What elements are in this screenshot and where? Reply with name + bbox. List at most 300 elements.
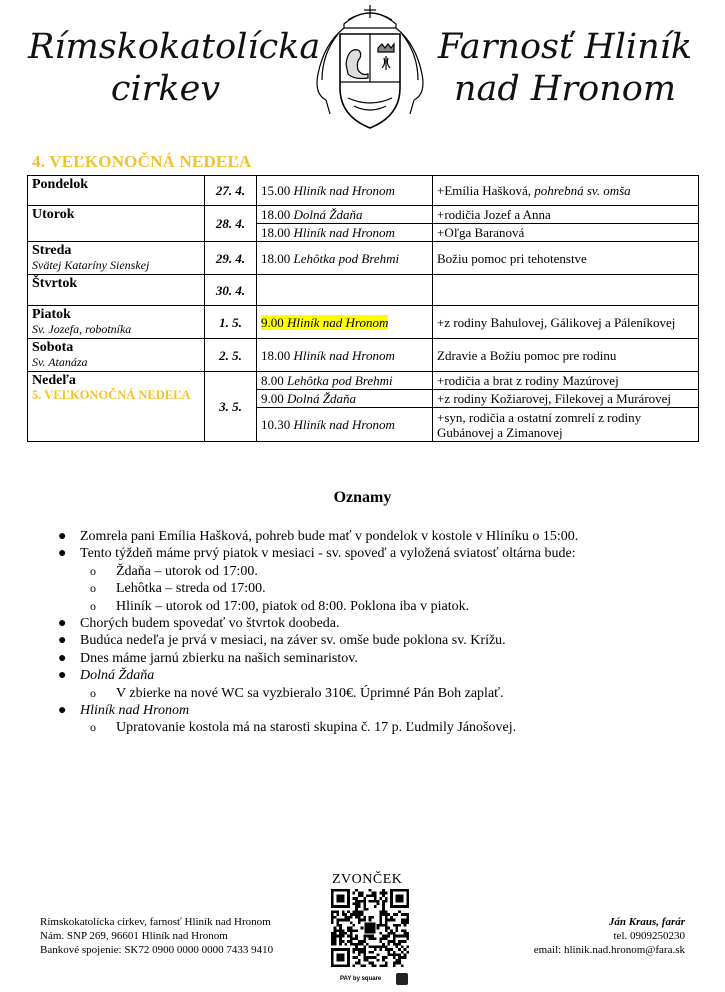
qr-module: [393, 937, 396, 940]
date-cell: 3. 5.: [205, 372, 257, 442]
time-place-cell: [257, 224, 433, 242]
qr-module: [387, 919, 390, 922]
qr-module: [347, 940, 350, 943]
qr-module: [387, 951, 390, 954]
announcements-list: [58, 528, 578, 737]
qr-module: [385, 948, 388, 951]
qr-module: [385, 911, 388, 914]
date-cell: 29. 4.: [205, 242, 257, 275]
qr-module: [336, 954, 344, 962]
qr-module: [396, 962, 399, 965]
qr-module: [350, 927, 353, 930]
intention-cell: [433, 275, 699, 306]
qr-module: [355, 889, 358, 892]
qr-module: [339, 937, 342, 940]
qr-module: [331, 921, 334, 924]
day-cell: [28, 275, 205, 306]
qr-module: [371, 935, 374, 938]
qr-module: [385, 900, 388, 903]
qr-module: [377, 900, 380, 903]
qr-module: [358, 905, 361, 908]
qr-module: [371, 956, 374, 959]
qr-module: [334, 937, 337, 940]
qr-module: [393, 956, 396, 959]
qr-module: [339, 919, 342, 922]
time-place: [261, 225, 395, 240]
sub-bullet-icon: o: [90, 598, 96, 613]
qr-module: [374, 948, 377, 951]
qr-module: [353, 902, 356, 905]
qr-module: [344, 932, 347, 935]
qr-module: [377, 927, 380, 930]
qr-module: [331, 913, 334, 916]
qr-module: [393, 940, 396, 943]
qr-module: [382, 894, 385, 897]
qr-module: [369, 951, 372, 954]
qr-module: [366, 956, 369, 959]
qr-module: [387, 932, 390, 935]
qr-module: [382, 943, 385, 946]
mass-place: Hliník nad Hronom: [293, 347, 395, 363]
bullet-icon: ●: [58, 633, 67, 649]
qr-module: [385, 929, 388, 932]
mass-place: Hliník nad Hronom: [293, 225, 395, 240]
intention-text: Božiu pomoc pri tehotenstve: [437, 250, 587, 266]
mass-time: 18.00: [261, 207, 291, 222]
qr-module: [363, 916, 366, 919]
qr-module: [363, 919, 366, 922]
qr-module: [379, 948, 382, 951]
qr-module: [390, 929, 393, 932]
qr-module: [358, 902, 361, 905]
day-cell: [28, 339, 205, 372]
qr-module: [350, 943, 353, 946]
qr-code-icon[interactable]: [331, 889, 409, 967]
announcement-item: [58, 528, 578, 545]
qr-module: [355, 911, 358, 914]
announcements-title: Oznamy: [333, 489, 392, 506]
qr-module: [347, 935, 350, 938]
qr-module: [358, 921, 361, 924]
intention-text: +syn, rodičia a ostatní zomrelí z rodiny Gubánovej a Zimanovej: [437, 409, 642, 440]
qr-module: [361, 911, 364, 914]
qr-module: [369, 900, 372, 903]
qr-module: [398, 948, 401, 951]
qr-module: [358, 919, 361, 922]
qr-module: [396, 954, 399, 957]
qr-module: [406, 921, 409, 924]
qr-module: [385, 919, 388, 922]
qr-module: [366, 943, 369, 946]
time-place-cell: [257, 408, 433, 442]
qr-module: [355, 929, 358, 932]
week-title: 4. VEĽKONOČNÁ NEDEĽA: [32, 152, 252, 171]
qr-module: [350, 937, 353, 940]
time-place-cell: [257, 390, 433, 408]
footer-contact: [534, 915, 685, 957]
footer-parish-name: Rímskokatolícka cirkev, farnosť Hliník nad Hronom: [40, 916, 271, 928]
qr-module: [363, 951, 366, 954]
day-cell: [28, 306, 205, 339]
announcement-item: [58, 702, 578, 719]
qr-module: [339, 924, 342, 927]
qr-module: [358, 959, 361, 962]
header-right-title: [430, 26, 700, 110]
qr-module: [382, 892, 385, 895]
qr-module: [355, 905, 358, 908]
announcement-item: [58, 650, 578, 667]
time-place-cell: [257, 206, 433, 224]
qr-module: [385, 916, 388, 919]
qr-module: [393, 924, 396, 927]
qr-module: [361, 919, 364, 922]
qr-module: [336, 924, 339, 927]
qr-module: [374, 897, 377, 900]
qr-module: [363, 956, 366, 959]
qr-module: [387, 940, 390, 943]
qr-module: [363, 945, 366, 948]
day-saint: Sv. Atanáza: [32, 355, 88, 369]
qr-module: [334, 927, 337, 930]
qr-module: [385, 935, 388, 938]
announcement-item: [58, 685, 578, 702]
qr-module: [385, 921, 388, 924]
qr-module: [361, 927, 364, 930]
mass-place: Dolná Ždaňa: [287, 391, 356, 406]
qr-module: [353, 937, 356, 940]
qr-module: [398, 940, 401, 943]
schedule-row: [28, 242, 699, 275]
qr-module: [355, 943, 358, 946]
qr-module: [385, 945, 388, 948]
day-cell: [28, 176, 205, 206]
qr-module: [336, 911, 339, 914]
qr-module: [350, 932, 353, 935]
bullet-icon: ●: [58, 650, 67, 666]
qr-module: [387, 927, 390, 930]
qr-module: [393, 943, 396, 946]
time-place: [261, 391, 356, 406]
qr-module: [406, 913, 409, 916]
qr-module: [334, 929, 337, 932]
mass-time: 9.00: [261, 391, 284, 406]
qr-module: [374, 956, 377, 959]
qr-module: [406, 937, 409, 940]
qr-module: [406, 951, 409, 954]
qr-module: [334, 935, 337, 938]
qr-module: [336, 894, 344, 902]
qr-module: [379, 892, 382, 895]
qr-module: [353, 924, 356, 927]
qr-module: [379, 897, 382, 900]
qr-module: [347, 919, 350, 922]
qr-module: [393, 954, 396, 957]
qr-module: [358, 911, 361, 914]
bullet-icon: ●: [58, 668, 67, 684]
qr-module: [390, 919, 393, 922]
qr-module: [353, 956, 356, 959]
schedule-row: [28, 306, 699, 339]
qr-module: [396, 894, 404, 902]
mass-time: 18.00: [261, 250, 291, 266]
qr-module: [401, 945, 404, 948]
qr-module: [355, 897, 358, 900]
header-right-line2: nad Hronom: [453, 69, 677, 109]
qr-module: [336, 913, 339, 916]
qr-module: [350, 916, 353, 919]
qr-module: [361, 951, 364, 954]
qr-module: [331, 911, 334, 914]
qr-module: [353, 897, 356, 900]
intention-cell: [433, 242, 699, 275]
qr-module: [371, 900, 374, 903]
qr-module: [401, 935, 404, 938]
qr-module: [363, 937, 366, 940]
qr-module: [355, 945, 358, 948]
qr-module: [369, 945, 372, 948]
qr-module: [344, 916, 347, 919]
schedule-row: [28, 176, 699, 206]
date-cell: 1. 5.: [205, 306, 257, 339]
qr-module: [353, 951, 356, 954]
qr-module: [363, 954, 366, 957]
qr-module: [385, 937, 388, 940]
qr-module: [404, 921, 407, 924]
qr-module: [404, 919, 407, 922]
qr-module: [396, 943, 399, 946]
qr-module: [382, 908, 385, 911]
qr-module: [358, 940, 361, 943]
qr-module: [361, 943, 364, 946]
qr-module: [379, 940, 382, 943]
qr-module: [401, 919, 404, 922]
mass-place: Lehôtka pod Brehmi: [287, 373, 393, 388]
day-cell: [28, 206, 205, 242]
qr-module: [371, 894, 374, 897]
intention-cell: [433, 408, 699, 442]
qr-module: [331, 919, 334, 922]
announcement-text: Lehôtka – streda od 17:00.: [116, 581, 266, 597]
qr-module: [334, 943, 337, 946]
qr-module: [379, 919, 382, 922]
qr-module: [355, 913, 358, 916]
qr-module: [382, 964, 385, 967]
qr-module: [398, 911, 401, 914]
qr-module: [336, 919, 339, 922]
qr-module: [363, 964, 366, 967]
qr-module: [361, 940, 364, 943]
qr-module: [369, 919, 372, 922]
time-place: [261, 417, 395, 432]
qr-module: [353, 964, 356, 967]
time-place-cell: [257, 275, 433, 306]
qr-module: [396, 935, 399, 938]
qr-module: [365, 923, 376, 934]
qr-module: [358, 894, 361, 897]
qr-module: [406, 916, 409, 919]
qr-module: [385, 897, 388, 900]
header-left-line2: cirkev: [110, 69, 221, 109]
time-place: [261, 251, 399, 266]
qr-module: [353, 913, 356, 916]
qr-module: [396, 913, 399, 916]
intention-cell: [433, 176, 699, 206]
qr-module: [393, 962, 396, 965]
qr-module: [331, 932, 334, 935]
pay-by-square-icon: [396, 973, 408, 985]
qr-module: [363, 940, 366, 943]
qr-module: [366, 908, 369, 911]
qr-module: [398, 962, 401, 965]
qr-module: [358, 900, 361, 903]
qr-module: [358, 913, 361, 916]
footer-bank: Bankové spojenie: SK72 0900 0000 0000 7433 9410: [40, 944, 274, 956]
intention-text: +z rodiny Bahulovej, Gálikovej a Páleníkovej: [437, 314, 676, 330]
announcement-text: Zomrela pani Emília Hašková, pohreb bude mať v pondelok v kostole v Hliníku o 15:00.: [80, 529, 579, 544]
mass-time: 8.00: [261, 373, 284, 388]
qr-module: [404, 924, 407, 927]
time-place-cell: [257, 339, 433, 372]
qr-module: [369, 962, 372, 965]
qr-module: [385, 892, 388, 895]
qr-module: [387, 948, 390, 951]
qr-module: [401, 913, 404, 916]
qr-module: [355, 900, 358, 903]
footer-email[interactable]: email: hlinik.nad.hronom@fara.sk: [533, 944, 685, 956]
qr-module: [385, 927, 388, 930]
qr-module: [379, 964, 382, 967]
announcement-text: Hliník nad Hronom: [80, 703, 190, 719]
intention-text: +rodičia a brat z rodiny Mazúrovej: [437, 373, 619, 388]
qr-module: [379, 921, 382, 924]
qr-module: [350, 929, 353, 932]
qr-module: [347, 911, 350, 914]
qr-module: [406, 935, 409, 938]
day-name: Pondelok: [32, 177, 89, 192]
qr-module: [401, 940, 404, 943]
qr-module: [339, 935, 342, 938]
bullet-icon: ●: [58, 616, 67, 632]
qr-module: [366, 935, 369, 938]
date-cell: 28. 4.: [205, 206, 257, 242]
qr-module: [404, 935, 407, 938]
qr-module: [339, 940, 342, 943]
intention-text: Zdravie a Božiu pomoc pre rodinu: [437, 347, 617, 363]
time-place-cell: [257, 176, 433, 206]
mass-time: 18.00: [261, 347, 291, 363]
qr-module: [331, 943, 334, 946]
qr-module: [339, 932, 342, 935]
mass-place: Lehôtka pod Brehmi: [293, 250, 400, 266]
qr-module: [396, 959, 399, 962]
day-name: Streda: [32, 243, 72, 258]
qr-module: [334, 911, 337, 914]
qr-module: [398, 959, 401, 962]
qr-module: [371, 937, 374, 940]
intention-text: +rodičia Jozef a Anna: [437, 207, 551, 222]
qr-module: [350, 921, 353, 924]
qr-module: [401, 951, 404, 954]
intention-cell: [433, 306, 699, 339]
qr-module: [342, 932, 345, 935]
announcement-text: Tento týždeň máme prvý piatok v mesiaci - sv. spoveď a vyložená sviatosť oltárna bude:: [80, 546, 576, 562]
qr-module: [369, 889, 372, 892]
qr-module: [398, 935, 401, 938]
qr-module: [355, 956, 358, 959]
qr-module: [398, 943, 401, 946]
header-left-title: [28, 26, 321, 110]
footer-priest-name: Ján Kraus, farár: [608, 916, 685, 928]
qr-module: [374, 894, 377, 897]
qr-module: [355, 916, 358, 919]
qr-module: [347, 916, 350, 919]
qr-module: [355, 908, 358, 911]
qr-module: [342, 940, 345, 943]
qr-module: [401, 921, 404, 924]
announcement-item: [58, 719, 578, 736]
qr-module: [379, 932, 382, 935]
qr-module: [353, 948, 356, 951]
qr-module: [385, 964, 388, 967]
qr-module: [363, 897, 366, 900]
qr-module: [369, 916, 372, 919]
qr-module: [382, 945, 385, 948]
intention-cell: [433, 206, 699, 224]
qr-module: [393, 919, 396, 922]
announcement-text: Dnes máme jarnú zbierku na našich seminaristov.: [80, 650, 358, 666]
announcement-item: [58, 545, 578, 562]
date-cell: 2. 5.: [205, 339, 257, 372]
qr-module: [404, 948, 407, 951]
mass-place: Dolná Ždaňa: [293, 207, 363, 222]
qr-module: [331, 937, 334, 940]
qr-module: [387, 943, 390, 946]
qr-module: [379, 937, 382, 940]
intention-cell: [433, 390, 699, 408]
intention-text: +Emília Hašková,: [437, 183, 535, 198]
qr-module: [385, 956, 388, 959]
qr-module: [371, 945, 374, 948]
coat-of-arms-icon: [304, 4, 436, 132]
announcement-text: Budúca nedeľa je prvá v mesiaci, na záver sv. omše bude poklona sv. Krížu.: [80, 633, 506, 649]
intention-text: +Oľga Baranová: [437, 225, 525, 240]
qr-module: [382, 905, 385, 908]
qr-module: [406, 919, 409, 922]
qr-module: [385, 962, 388, 965]
qr-module: [379, 924, 382, 927]
qr-module: [398, 954, 401, 957]
qr-module: [355, 937, 358, 940]
date-cell: 30. 4.: [205, 275, 257, 306]
qr-module: [374, 937, 377, 940]
qr-module: [358, 962, 361, 965]
announcement-item: [58, 563, 578, 580]
qr-module: [361, 894, 364, 897]
qr-module: [358, 951, 361, 954]
mass-place: Hliník nad Hronom: [293, 183, 395, 198]
announcement-text: Dolná Ždaňa: [80, 668, 155, 684]
mass-time: 9.00: [261, 314, 284, 330]
qr-module: [393, 913, 396, 916]
qr-module: [363, 959, 366, 962]
qr-module: [342, 911, 345, 914]
qr-module: [344, 919, 347, 922]
announcement-item: [58, 615, 578, 632]
qr-module: [342, 919, 345, 922]
qr-module: [358, 954, 361, 957]
schedule-row: [28, 339, 699, 372]
day-name: Piatok: [32, 307, 71, 322]
